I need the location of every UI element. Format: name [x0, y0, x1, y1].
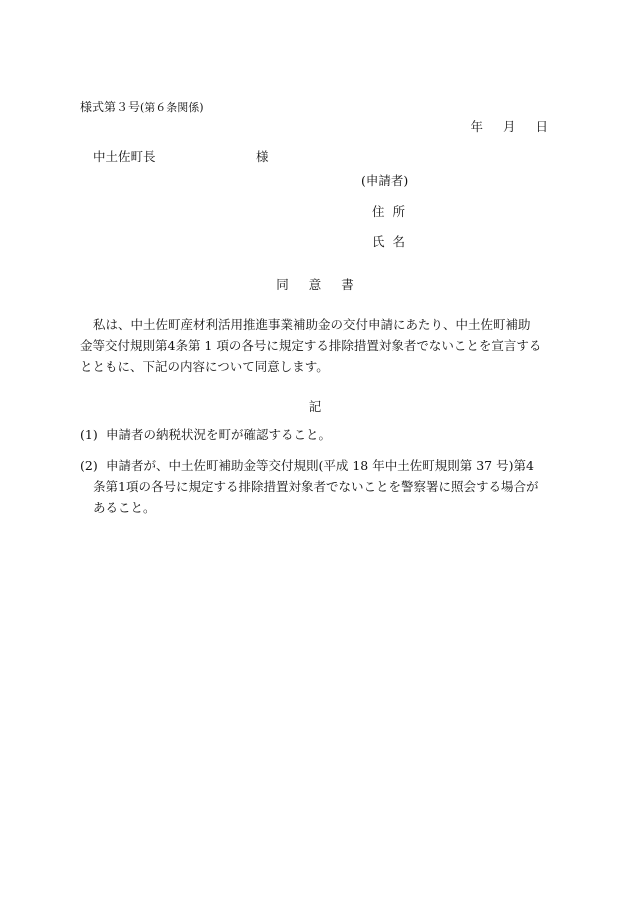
title-char-2: 意 [308, 277, 322, 292]
consent-body [80, 314, 552, 377]
item-text: 申請者の納税状況を町が確認すること。 [106, 427, 332, 442]
form-number [80, 98, 204, 117]
list-item [80, 455, 538, 518]
date-line [470, 118, 548, 136]
form-number-main: 様式第３号 [80, 100, 141, 114]
date-month: 月 [502, 119, 516, 134]
title-char-3: 書 [341, 277, 354, 292]
body-line-2: 金等交付規則第4条第 1 項の各号に規定する排除措置対象者でないことを宣言する [80, 338, 542, 353]
list-item [80, 426, 331, 444]
notes-heading: 記 [308, 399, 322, 414]
applicant-label: (申請者) [361, 173, 409, 188]
date-day: 日 [535, 119, 548, 134]
addressee-honorific: 様 [256, 149, 269, 164]
body-line-1: 私は、中土佐町産材利活用推進事業補助金の交付申請にあたり、中土佐町補助 [93, 317, 531, 332]
item-number: (1) [80, 427, 98, 442]
item-line: 条第1項の各号に規定する排除措置対象者でないことを警察署に照会する場合が [93, 479, 539, 494]
form-number-relation: (第６条関係) [140, 101, 204, 114]
item-number: (2) [80, 458, 98, 473]
date-year: 年 [470, 119, 483, 134]
title-char-1: 同 [276, 277, 289, 292]
item-text: 申請者が、中土佐町補助金等交付規則(平成 18 年中土佐町規則第 37 号)第4 [106, 458, 534, 473]
body-line-3: とともに、下記の内容について同意します。 [80, 359, 329, 374]
applicant-name-label: 氏名 [372, 234, 414, 249]
item-line [80, 455, 538, 476]
addressee-name: 中土佐町長 [93, 149, 156, 164]
applicant-address-label: 住所 [372, 204, 414, 219]
document-title [0, 276, 630, 294]
item-line: あること。 [93, 500, 156, 515]
